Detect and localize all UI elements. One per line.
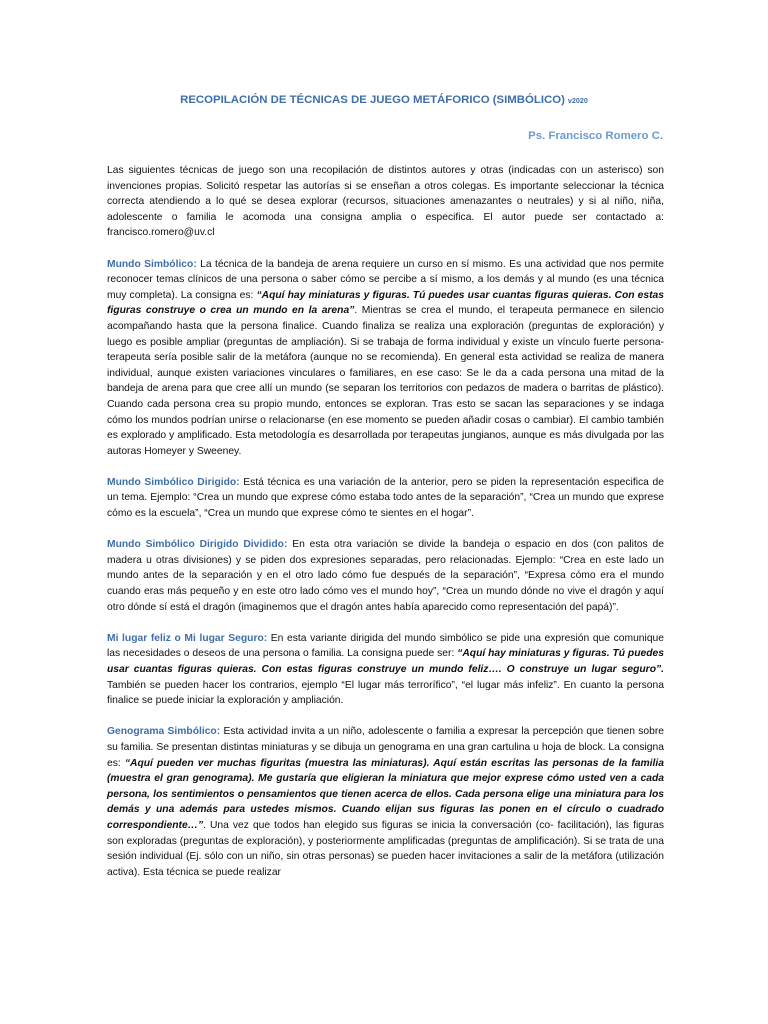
section-text: . Mientras se crea el mundo, el terapeuta permanece en silencio acompañando hasta que la persona finalice. Cuando finaliza se realiza una exploración (preguntas de exploración) y luego es posible ampliar (preguntas de ampliación). Si se trabaja de forma individual y existe un vínculo fuerte persona-terapeuta sería posible salir de la metáfora (aunque no se recomienda). En general esta actividad se realiza de manera individual, aunque existen variaciones vinculares o familiares, en ese caso: Se le da a cada persona una mitad de la bandeja de arena para que cree allí un mundo (se separan los territorios con pedazos de madera o barritas de plástico). Cuando cada persona crea su propio mundo, entonces se exploran. Tras esto se sacan las separaciones y se indaga cómo los mundos podrían unirse o relacionarse (en ese momento se pueden añadir cosas o cambiar). El cambio también es explorado y amplificado. Esta metodología es desarrollada por terapeutas jungianos, aunque es más divulgada por las autoras Homeyer y Sweeney. xyxy=(107,305,664,457)
section-text: Está técnica es una variación de la anterior, pero se piden la representación especifica de un tema. Ejemplo: “Crea un mundo que exprese cómo estaba todo antes de la separación”, “Crea un mundo que exprese cómo es la escuela”, “Crea un mundo que exprese cómo te sientes en el hogar”. xyxy=(107,476,664,520)
section-term: Mundo Simbólico Dirigido Dividido: xyxy=(107,539,288,551)
section-text: En esta variante dirigida del mundo simbólico se pide una expresión que comunique las necesidades o deseos de una persona o familia. La consigna puede ser: xyxy=(107,632,664,660)
section-term: Mundo Simbólico Dirigido: xyxy=(107,476,240,488)
section-text: La técnica de la bandeja de arena requiere un curso en sí mismo. Es una actividad que nos permite reconocer temas clínicos de una persona o saber cómo se percibe a sí mismo, a los demás y al mundo (es una técnica muy completa). La consigna es: xyxy=(107,258,664,301)
section-paragraph xyxy=(107,475,664,522)
section-quote: “Aquí hay miniaturas y figuras. Tú puedes usar cuantas figuras quieras. Con estas figuras construye o crea un mundo en la arena” xyxy=(107,289,665,317)
section-text: En esta otra variación se divide la bandeja o espacio en dos (con palitos de madera u otras divisiones) y se piden dos expresiones separadas, pero relacionadas. Ejemplo: “Crea en este lado un mundo antes de la separación y en el otro lado cómo fue después de la separación”, “Expresa cómo era el mundo cuando eras más pequeño y en este otro lado cómo ves el mundo hoy”, “Crea un mundo dónde no vive el dragón y aquí otro dónde sí está el dragón (imaginemos que el dragón antes había aparecido como representación del papá)”. xyxy=(107,539,664,613)
section-paragraph xyxy=(107,257,664,460)
document-title-text: RECOPILACIÓN DE TÉCNICAS DE JUEGO METÁFORICO (SIMBÓLICO) xyxy=(180,94,565,106)
section-quote: “Aquí pueden ver muchas figuritas (muestra las miniaturas). Aquí están escritas las personas de la familia (muestra el gran genograma). Me gustaría que eligieran la miniatura que mejor exprese cómo usted ven a cada persona, los sentimientos o pensamientos que tienen acerca de ellos. Cada persona elige una miniatura para los demás y una además para ustedes mismos. Cuando elijan sus figuras las ponen en el círculo o cuadrado correspondiente…” xyxy=(107,757,664,831)
document-author: Ps. Francisco Romero C. xyxy=(528,130,663,142)
section-term: Mundo Simbólico: xyxy=(107,258,197,270)
section-term: Genograma Simbólico: xyxy=(107,726,221,738)
section-quote: “Aquí hay miniaturas y figuras. Tú puedes usar cuantas figuras quieras. Con estas figuras construye un mundo feliz…. O construye un lugar seguro”. xyxy=(107,648,664,675)
section-text: También se pueden hacer los contrarios, ejemplo “El lugar más terrorífico”, “el lugar más infeliz”. En cuanto la persona finalice se puede iniciar la exploración y ampliación. xyxy=(107,679,664,707)
intro-paragraph: Las siguientes técnicas de juego son una recopilación de distintos autores y otras (indicadas con un asterisco) son invenciones propias. Solicitó respetar las autorías si se enseñan a otros colegas. Es importante seleccionar la técnica correcta atendiendo a lo qué se desea explorar (recursos, situaciones amenazantes o neutrales) y si al niño, niña, adolescente o familia le acomoda una consigna amplia o especifica. El autor puede ser contactado a: francisco.romero@uv.cl xyxy=(107,165,664,239)
section-paragraph xyxy=(107,631,664,709)
section-paragraph xyxy=(107,724,664,880)
document-body xyxy=(107,163,664,896)
document-title xyxy=(0,94,768,106)
section-text: . Una vez que todos han elegido sus figuras se inicia la conversación (co- facilitación), las figuras son exploradas (preguntas de exploración), y posteriormente amplificadas (preguntas de amplificación). Si se trata de una sesión individual (Ej. sólo con un niño, sin otras personas) se pueden hacer invitaciones a salir de la metáfora (utilización activa). Esta técnica se puede realizar xyxy=(107,819,664,878)
section-text: Esta actividad invita a un niño, adolescente o familia a expresar la percepción que tienen sobre su familia. Se presentan distintas miniaturas y se dibuja un genograma en una gran cartulina u hoja de block. La consigna es: xyxy=(107,726,664,769)
section-term: Mi lugar feliz o Mi lugar Seguro: xyxy=(107,632,268,644)
section-paragraph xyxy=(107,537,664,615)
document-version: v2020 xyxy=(567,96,588,105)
